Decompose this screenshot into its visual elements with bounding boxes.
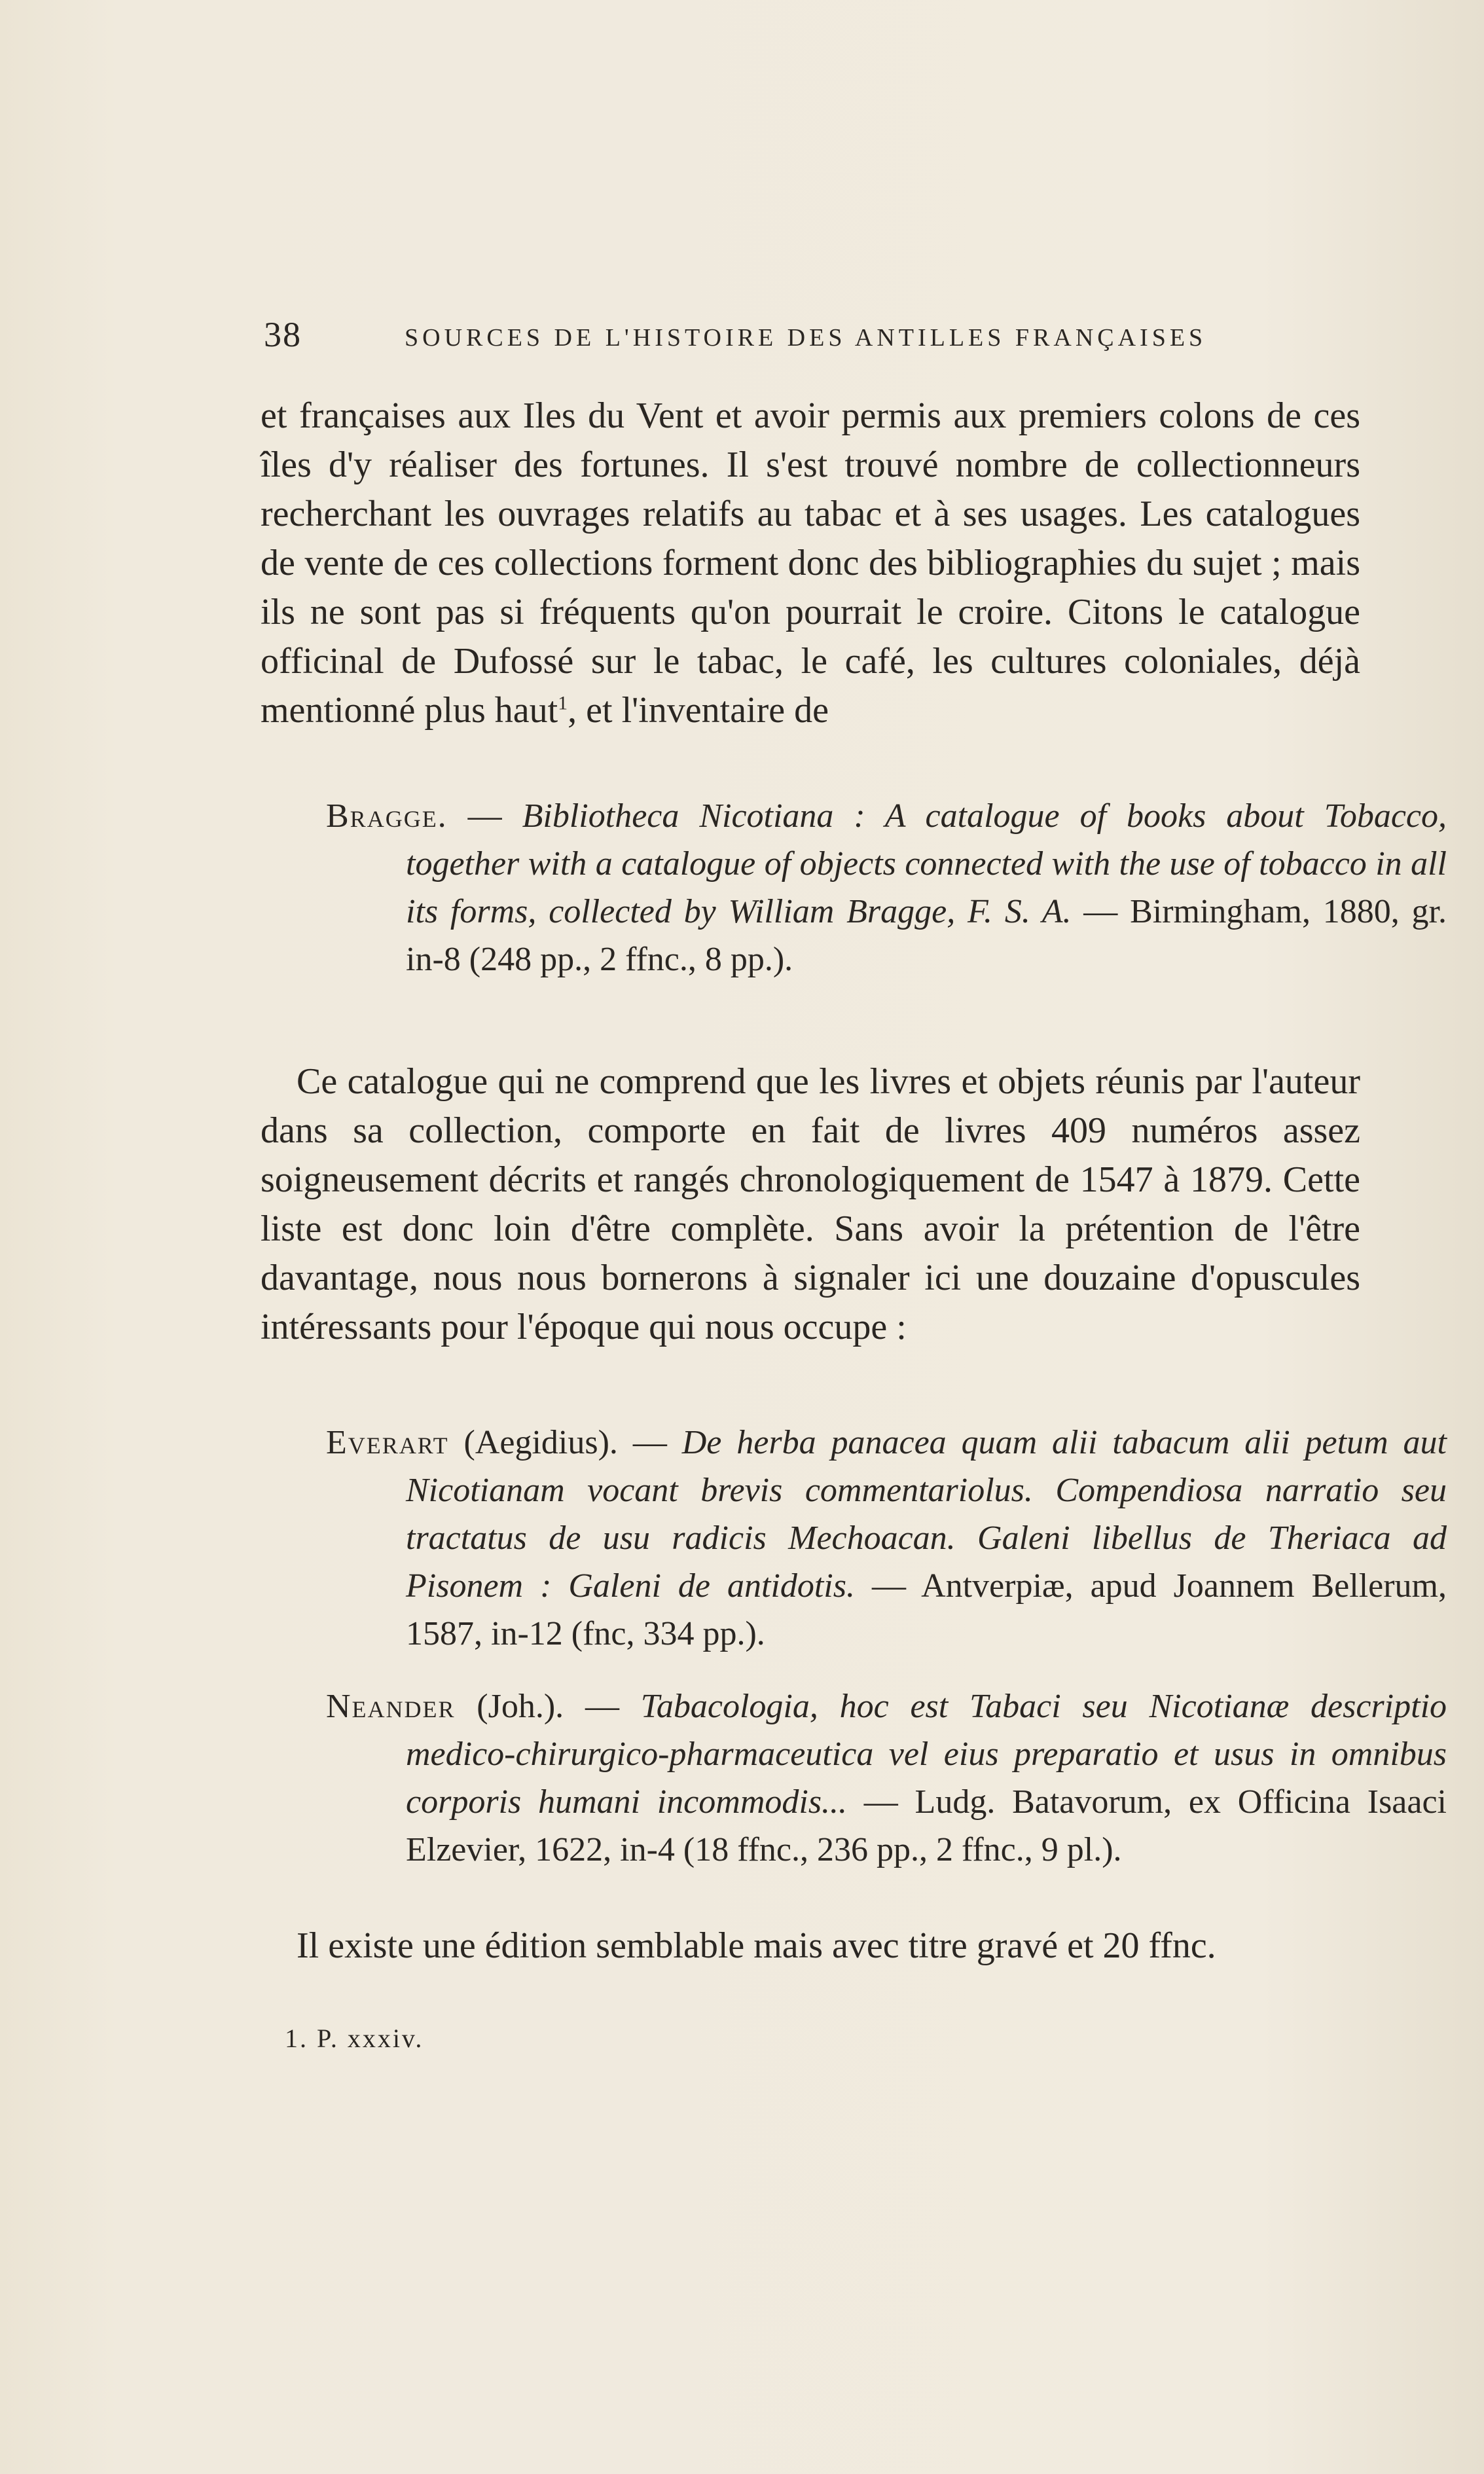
bib-author-given: (Joh.).: [455, 1688, 564, 1725]
bibliography-entry-everart: [326, 1419, 1447, 1658]
bibliography-entry-bragge: [326, 792, 1447, 983]
bib-author: Bragge.: [326, 797, 448, 835]
footnote-reference: 1: [558, 692, 568, 714]
bib-title: De herba panacea quam alii tabacum alii petum aut Nicotianam vocant brevis commentariolus. Compendiosa narratio seu tractatus de usu radicis Mechoacan. Galeni libellus de Theriaca ad Pisonem : Galeni de antidotis.: [406, 1424, 1447, 1605]
bib-author-given: (Aegidius).: [448, 1424, 618, 1461]
paragraph-catalogue: Ce catalogue qui ne comprend que les livres et objets réunis par l'auteur dans sa collection, comporte en fait de livres 409 numéros assez soigneusement décrits et rangés chronologiquement de 1547 à 1879. Cette liste est donc loin d'être complète. Sans avoir la prétention de l'être davantage, nous nous bornerons à signaler ici une douzaine d'opuscules intéressants pour l'époque qui nous occupe :: [261, 1061, 1360, 1347]
bib-title: Tabacologia, hoc est Tabaci seu Nicotianæ descriptio medico-chirurgico-pharmaceutica vel eius preparatio et usus in omnibus corporis humani incommodis...: [406, 1688, 1447, 1821]
bib-dash: —: [447, 797, 522, 835]
paragraph-intro-text: et françaises aux Iles du Vent et avoir permis aux premiers colons de ces îles d'y réaliser des fortunes. Il s'est trouvé nombre de collectionneurs recherchant les ouvrages relatifs au tabac et à ses usages. Les catalogues de vente de ces collections forment donc des bibliographies du sujet ; mais ils ne sont pas si fréquents qu'on pourrait le croire. Citons le catalogue officinal de Dufossé sur le tabac, le café, les cultures coloniales, déjà mentionné plus haut: [261, 395, 1360, 731]
paragraph-edition-note: Il existe une édition semblable mais avec titre gravé et 20 ffnc.: [297, 1925, 1216, 1966]
page-header: [264, 314, 1337, 360]
paragraph-intro: [261, 391, 1360, 735]
bib-dash: —: [617, 1424, 682, 1461]
bib-title: Bibliotheca Nicotiana : A catalogue of books about Tobacco, together with a catalogue of objects connected with the use of tobacco in all its forms, collected by William Bragge, F. S. A.: [406, 797, 1447, 930]
bib-author: Everart: [326, 1424, 449, 1461]
bibliography-entry-neander: [326, 1683, 1447, 1874]
running-title: SOURCES DE L'HISTOIRE DES ANTILLES FRANÇAISES: [405, 324, 1207, 352]
paragraph-intro-end: , et l'inventaire de: [568, 690, 829, 731]
bib-dash: —: [564, 1688, 641, 1725]
bib-imprint: — Birmingham, 1880, gr. in-8 (248 pp., 2 ffnc., 8 pp.).: [406, 893, 1447, 978]
page-number: 38: [264, 315, 302, 354]
footnote: 1. P. xxxiv.: [285, 2024, 424, 2053]
bib-imprint: — Antverpiæ, apud Joannem Bellerum, 1587, in-12 (fnc, 334 pp.).: [406, 1567, 1447, 1652]
bib-author: Neander: [326, 1688, 456, 1725]
bib-imprint: — Ludg. Batavorum, ex Officina Isaaci Elzevier, 1622, in-4 (18 ffnc., 236 pp., 2 ffnc., 9 pl.).: [406, 1783, 1447, 1868]
